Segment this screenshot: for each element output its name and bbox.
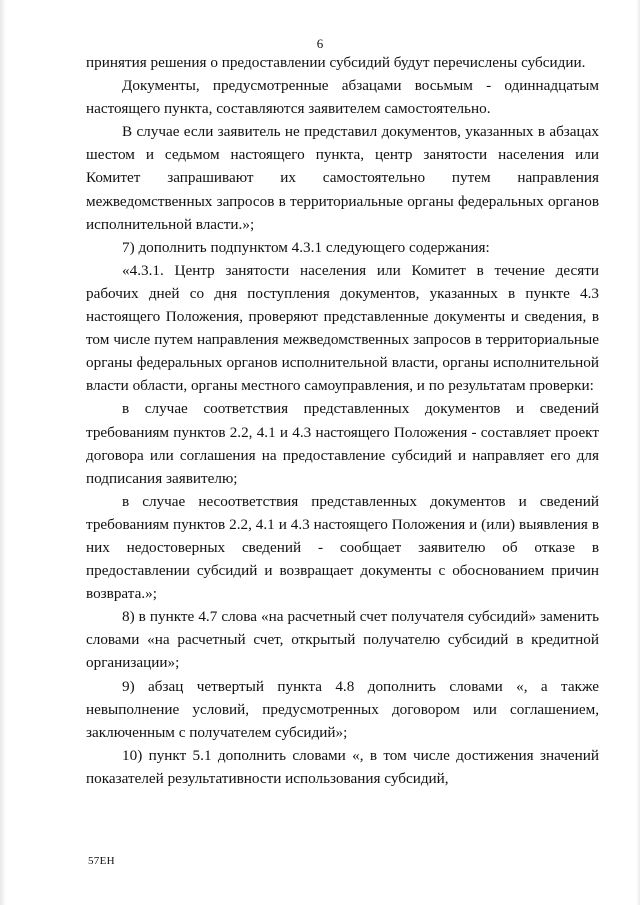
page-number: 6 xyxy=(316,36,324,51)
document-code: 57ЕН xyxy=(88,855,115,867)
scan-edge-left xyxy=(0,0,6,905)
document-body xyxy=(86,51,599,790)
paragraph: в случае несоответствия представленных документов и сведений требованиям пунктов 2.2, 4.1 и 4.3 настоящего Положения и (или) выявления в них недостоверных сведений - сообщает заявителю об отказе в предоставлении субсидий и возвращает документы с обоснованием причин возврата.»; xyxy=(86,492,599,603)
paragraph: «4.3.1. Центр занятости населения или Комитет в течение десяти рабочих дней со дня поступления документов, указанных в пункте 4.3 настоящего Положения, проверяют представленные документы и сведения, в том числе путем направления межведомственных запросов в территориальные органы федеральных органов исполнительной власти, органы исполнительной власти области, органы местного самоуправления, и по результатам проверки: xyxy=(86,261,599,395)
paragraph: Документы, предусмотренные абзацами восьмым - одиннадцатым настоящего пункта, составляются заявителем самостоятельно. xyxy=(86,77,599,118)
paragraph: в случае соответствия представленных документов и сведений требованиям пунктов 2.2, 4.1 и 4.3 настоящего Положения - составляет проект договора или соглашения на предоставление субсидий и направляет его для подписания заявителю; xyxy=(86,400,599,487)
paragraph: В случае если заявитель не представил документов, указанных в абзацах шестом и седьмом настоящего пункта, центр занятости населения или Комитет запрашивают их самостоятельно путем направления межведомственных запросов в территориальные органы федеральных органов исполнительной власти.»; xyxy=(86,123,599,233)
paragraph: 7) дополнить подпунктом 4.3.1 следующего содержания: xyxy=(122,238,490,256)
paragraph: 8) в пункте 4.7 слова «на расчетный счет получателя субсидий» заменить словами «на расчетный счет, открытый получателю субсидий в кредитной организации»; xyxy=(86,608,599,672)
paragraph: 10) пункт 5.1 дополнить словами «, в том числе достижения значений показателей результативности использования субсидий, xyxy=(86,746,599,787)
paragraph: принятия решения о предоставлении субсидий будут перечислены субсидии. xyxy=(86,54,586,71)
paragraph: 9) абзац четвертый пункта 4.8 дополнить словами «, а также невыполнение условий, предусмотренных договором или соглашением, заключенным с получателем субсидий»; xyxy=(86,677,599,741)
scan-edge-right xyxy=(636,0,640,905)
